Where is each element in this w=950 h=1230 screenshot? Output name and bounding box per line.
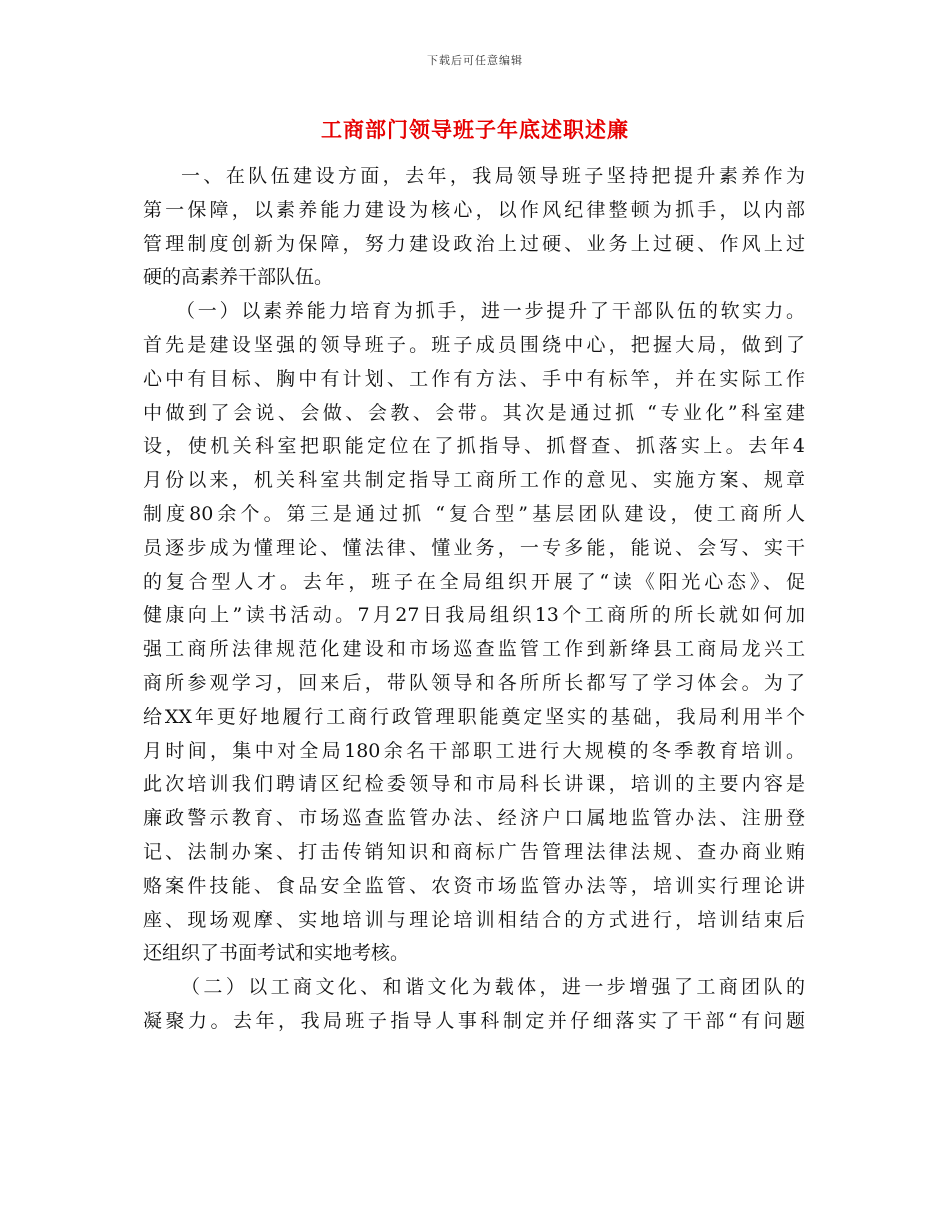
text-line: （一）以素养能力培育为抓手，进一步提升了干部队伍的软实力。 — [176, 300, 805, 323]
text-line: 硬的高素养干部队伍。 — [143, 266, 334, 289]
text-line: 给XX年更好地履行工商行政管理职能奠定坚实的基础，我局利用半个 — [143, 705, 805, 728]
document-title: 工商部门领导班子年底述职述廉 — [321, 117, 629, 142]
text-line: 月时间，集中对全局180余名干部职工进行大规模的冬季教育培训。 — [143, 739, 805, 762]
text-line: 的复合型人才。去年，班子在全局组织开展了“读《阳光心态》、促 — [143, 570, 805, 593]
text-line: 还组织了书面考试和实地考核。 — [143, 942, 410, 965]
text-line: 商所参观学习，回来后，带队领导和各所所长都写了学习体会。为了 — [143, 671, 805, 694]
document-body — [143, 160, 805, 1039]
text-line: 月份以来，机关科室共制定指导工商所工作的意见、实施方案、规章 — [143, 469, 805, 492]
text-line: 凝聚力。去年，我局班子指导人事科制定并仔细落实了干部“有问题 — [143, 1009, 805, 1032]
text-line: （二）以工商文化、和谐文化为载体，进一步增强了工商团队的 — [181, 976, 805, 999]
text-line: 健康向上”读书活动。7月27日我局组织13个工商所的所长就如何加 — [143, 604, 805, 627]
text-line: 设，使机关科室把职能定位在了抓指导、抓督查、抓落实上。去年4 — [143, 435, 805, 458]
text-line: 首先是建设坚强的领导班子。班子成员围绕中心，把握大局，做到了 — [143, 333, 805, 356]
text-line: 心中有目标、胸中有计划、工作有方法、手中有标竿，并在实际工作 — [143, 367, 805, 390]
text-line: 管理制度创新为保障，努力建设政治上过硬、业务上过硬、作风上过 — [143, 232, 805, 255]
text-line: 此次培训我们聘请区纪检委领导和市局科长讲课，培训的主要内容是 — [143, 773, 805, 796]
text-line: 制度80余个。第三是通过抓 “复合型”基层团队建设，使工商所人 — [143, 502, 805, 525]
text-line: 座、现场观摩、实地培训与理论培训相结合的方式进行，培训结束后 — [143, 908, 805, 931]
text-line: 赂案件技能、食品安全监管、农资市场监管办法等，培训实行理论讲 — [143, 874, 805, 897]
page-header: 下载后可任意编辑 — [427, 54, 523, 67]
text-line: 一、在队伍建设方面，去年，我局领导班子坚持把提升素养作为 — [181, 165, 805, 187]
text-line: 廉政警示教育、市场巡查监管办法、经济户口属地监管办法、注册登 — [143, 807, 805, 830]
text-line: 中做到了会说、会做、会教、会带。其次是通过抓 “专业化”科室建 — [143, 401, 805, 424]
text-line: 第一保障，以素养能力建设为核心，以作风纪律整顿为抓手，以内部 — [143, 198, 805, 221]
text-line: 强工商所法律规范化建设和市场巡查监管工作到新绛县工商局龙兴工 — [143, 638, 805, 661]
text-line: 记、法制办案、打击传销知识和商标广告管理法律法规、查办商业贿 — [143, 840, 805, 863]
text-line: 员逐步成为懂理论、懂法律、懂业务，一专多能，能说、会写、实干 — [143, 536, 805, 559]
